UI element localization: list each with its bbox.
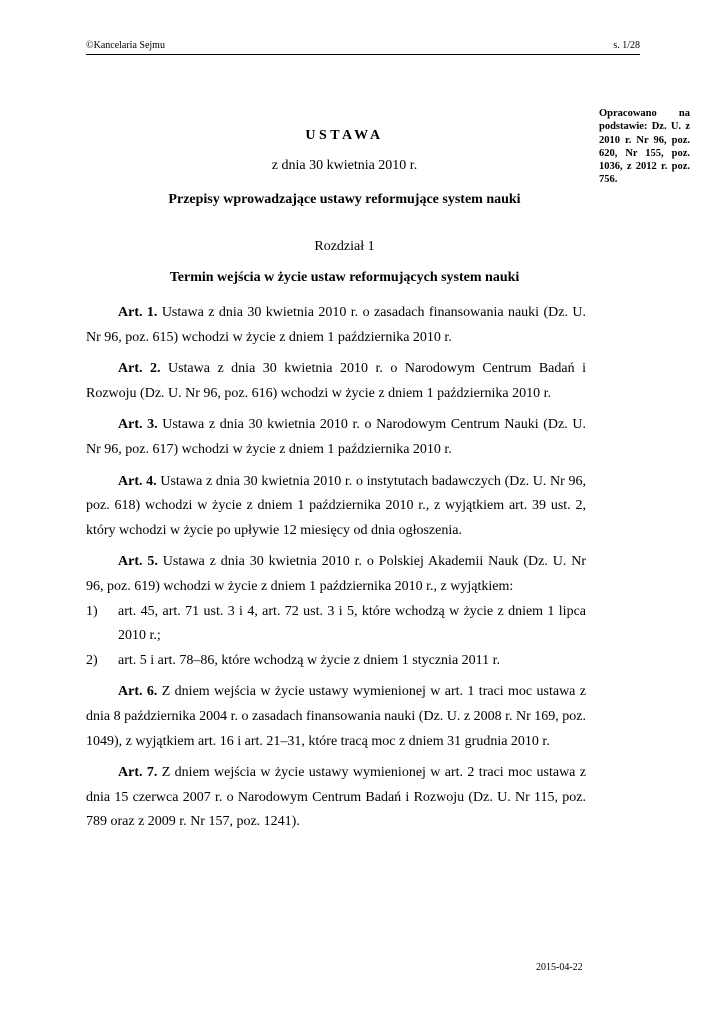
article-text: Ustawa z dnia 30 kwietnia 2010 r. o Polskiej Akademii Nauk (Dz. U. Nr 96, poz. 619) wchodzi w życie z dniem 1 października 2010 r., z wyjątkiem:: [86, 554, 586, 594]
point-number: 1): [86, 603, 98, 619]
article-6: [86, 680, 586, 754]
article-label: Art. 6.: [118, 684, 158, 700]
document-date: z dnia 30 kwietnia 2010 r.: [271, 158, 418, 173]
document-body: [86, 301, 586, 835]
page-header: [86, 40, 640, 55]
article-5-point-1: [86, 600, 586, 649]
header-source: ©Kancelaria Sejmu: [86, 40, 165, 51]
article-7: [86, 761, 586, 835]
point-text: art. 5 i art. 78–86, które wchodzą w życie z dniem 1 stycznia 2011 r.: [118, 652, 501, 668]
article-5-point-2: [86, 649, 586, 674]
chapter-heading: Rozdział 1: [314, 239, 375, 254]
article-label: Art. 5.: [118, 554, 158, 570]
article-1: [86, 301, 586, 350]
document-subtitle: Przepisy wprowadzające ustawy reformujące system nauki: [168, 192, 521, 207]
article-3: [86, 413, 586, 462]
footer-date: 2015-04-22: [536, 962, 583, 973]
point-number: 2): [86, 652, 98, 668]
chapter-title: Termin wejścia w życie ustaw reformujących system nauki: [169, 270, 520, 285]
article-text: Z dniem wejścia w życie ustawy wymienionej w art. 1 traci moc ustawa z dnia 8 października 2004 r. o zasadach finansowania nauki (Dz. U. z 2008 r. Nr 169, poz. 1049), z wyjątkiem art. 16 i art. 21–31, które tracą moc z dniem 31 grudnia 2010 r.: [86, 684, 586, 749]
article-label: Art. 4.: [118, 473, 157, 489]
article-text: Ustawa z dnia 30 kwietnia 2010 r. o instytutach badawczych (Dz. U. Nr 96, poz. 618) wchodzi w życie z dniem 1 października 2010 r., z wyjątkiem art. 39 ust. 2, który wchodzi w życie po upływie 12 miesięcy od dnia ogłoszenia.: [86, 473, 586, 538]
article-text: Ustawa z dnia 30 kwietnia 2010 r. o Narodowym Centrum Badań i Rozwoju (Dz. U. Nr 96, poz. 616) wchodzi w życie z dniem 1 października 2010 r.: [86, 361, 586, 401]
article-label: Art. 1.: [118, 305, 158, 320]
document-title: USTAWA: [305, 128, 384, 143]
article-2: [86, 357, 586, 406]
article-5: [86, 550, 586, 599]
article-text: Ustawa z dnia 30 kwietnia 2010 r. o zasadach finansowania nauki (Dz. U. Nr 96, poz. 615) wchodzi w życie z dniem 1 października 2010 r.: [86, 305, 586, 345]
source-note: Opracowano na podstawie: Dz. U. z 2010 r. Nr 96, poz. 620, Nr 155, poz. 1036, z 2012 r. poz. 756.: [599, 108, 690, 186]
page-number: s. 1/28: [613, 40, 640, 51]
article-label: Art. 3.: [118, 417, 158, 433]
article-4: [86, 470, 586, 544]
article-text: Ustawa z dnia 30 kwietnia 2010 r. o Narodowym Centrum Nauki (Dz. U. Nr 96, poz. 617) wchodzi w życie z dniem 1 października 2010 r.: [86, 417, 586, 457]
article-label: Art. 7.: [118, 765, 158, 781]
article-label: Art. 2.: [118, 361, 161, 377]
article-text: Z dniem wejścia w życie ustawy wymienionej w art. 2 traci moc ustawa z dnia 15 czerwca 2007 r. o Narodowym Centrum Badań i Rozwoju (Dz. U. Nr 115, poz. 789 oraz z 2009 r. Nr 157, poz. 1241).: [86, 765, 586, 830]
point-text: art. 45, art. 71 ust. 3 i 4, art. 72 ust. 3 i 5, które wchodzą w życie z dniem 1 lipca 2010 r.;: [118, 603, 586, 644]
